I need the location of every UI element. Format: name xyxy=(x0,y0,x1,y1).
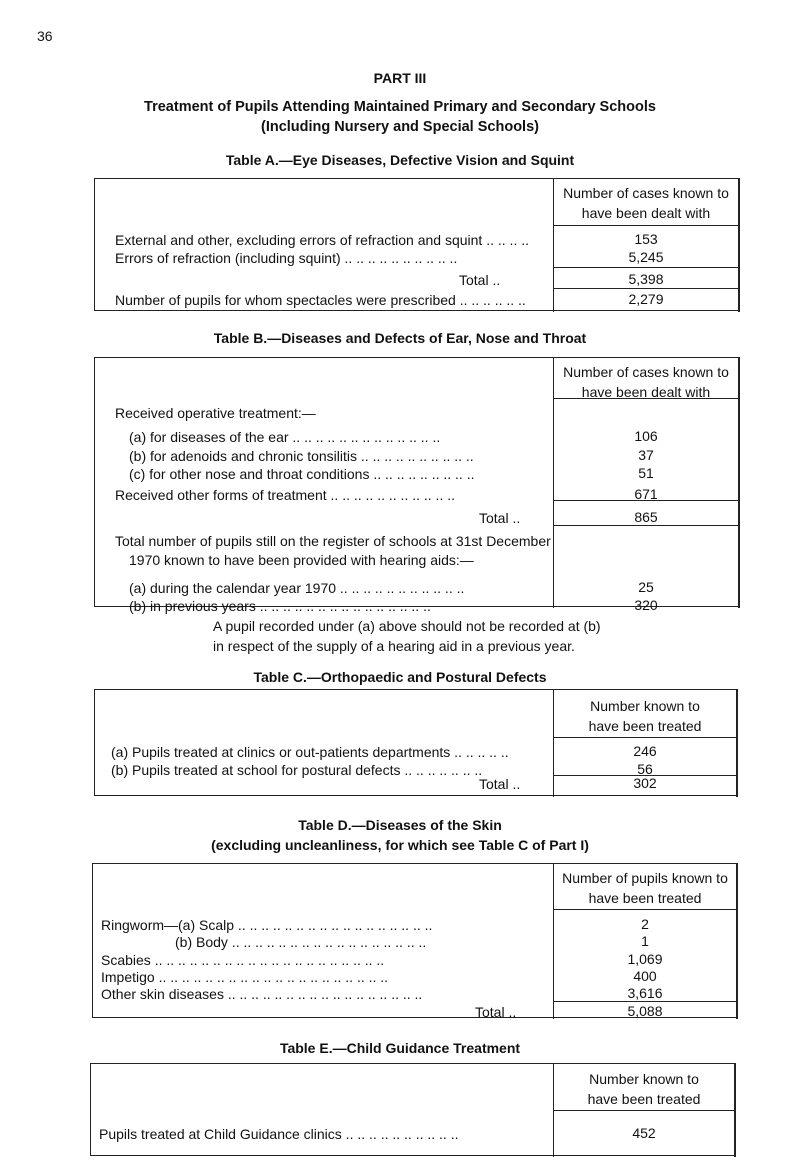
table-a-value-spectacles: 2,279 xyxy=(628,290,664,307)
table-b-value-ear: 106 xyxy=(634,427,658,444)
table-c-header-line1: Number known to xyxy=(590,697,700,714)
table-b-total-label: Total .. xyxy=(479,510,521,526)
table-a-label-external: External and other, excluding errors of refraction and squint .. .. .. .. xyxy=(115,232,529,248)
table-c-value-column xyxy=(553,689,738,797)
document-title-line1: Treatment of Pupils Attending Maintained Primary and Secondary Schools xyxy=(144,99,656,115)
table-d-total-value: 5,088 xyxy=(627,1002,663,1019)
table-b-note-line1: A pupil recorded under (a) above should not be recorded at (b) xyxy=(213,618,601,634)
table-c-label-postural: (b) Pupils treated at school for postural defects .. .. .. .. .. .. .. xyxy=(111,762,483,778)
table-b-group-operative: Received operative treatment:— xyxy=(115,405,316,421)
table-d-value-impetigo: 400 xyxy=(633,967,657,984)
table-a-header-line1: Number of cases known to xyxy=(563,184,729,201)
table-c-total-value: 302 xyxy=(633,774,657,791)
table-e-value-column xyxy=(553,1063,736,1157)
table-d-value-other: 3,616 xyxy=(627,984,663,1001)
table-a-value-refraction: 5,245 xyxy=(628,248,664,265)
table-d-label-scalp: Ringworm—(a) Scalp .. .. .. .. .. .. .. .. .. .. .. .. .. .. .. .. .. xyxy=(101,917,433,933)
table-d-label-other: Other skin diseases .. .. .. .. .. .. .. .. .. .. .. .. .. .. .. .. .. xyxy=(101,986,423,1002)
table-b-value-other: 671 xyxy=(634,485,658,502)
table-e-title: Table E.—Child Guidance Treatment xyxy=(279,1040,521,1056)
table-c-value-postural: 56 xyxy=(637,760,653,777)
table-c-total-label: Total .. xyxy=(479,776,521,792)
table-a-label-refraction: Errors of refraction (including squint) .. .. .. .. .. .. .. .. .. .. xyxy=(115,250,458,266)
table-e xyxy=(90,1063,735,1156)
table-b-value-hearing-1970: 25 xyxy=(638,578,654,595)
table-d-value-body: 1 xyxy=(641,932,649,949)
table-d-label-scabies: Scabies .. .. .. .. .. .. .. .. .. .. .. .. .. .. .. .. .. .. .. .. xyxy=(101,952,385,968)
table-b-group-hearing-line2: 1970 known to have been provided with hearing aids:— xyxy=(129,552,474,568)
table-e-label-child-guidance: Pupils treated at Child Guidance clinics .. .. .. .. .. .. .. .. .. .. xyxy=(99,1126,459,1142)
table-a-header-line2: have been dealt with xyxy=(581,204,711,221)
table-d-label-body: (b) Body .. .. .. .. .. .. .. .. .. .. .. .. .. .. .. .. .. xyxy=(175,934,427,950)
table-d-label-impetigo: Impetigo .. .. .. .. .. .. .. .. .. .. .. .. .. .. .. .. .. .. .. .. xyxy=(101,969,389,985)
table-d-value-scalp: 2 xyxy=(641,915,649,932)
table-d-title-line1: Table D.—Diseases of the Skin xyxy=(298,817,502,833)
table-e-header-line2: have been treated xyxy=(587,1090,701,1107)
table-b-total-value: 865 xyxy=(634,508,658,525)
table-b-label-other: Received other forms of treatment .. .. .. .. .. .. .. .. .. .. .. xyxy=(115,487,456,503)
table-c-header-line2: have been treated xyxy=(588,717,702,734)
page-number: 36 xyxy=(37,28,53,44)
table-a-value-external: 153 xyxy=(634,230,658,247)
table-e-value-child-guidance: 452 xyxy=(632,1124,656,1141)
table-b-label-hearing-1970: (a) during the calendar year 1970 .. .. .. .. .. .. .. .. .. .. .. xyxy=(129,580,465,596)
table-b-value-hearing-previous: 320 xyxy=(634,596,658,613)
table-a-total-label: Total .. xyxy=(459,272,501,288)
table-d-total-label: Total .. xyxy=(475,1004,517,1020)
table-d xyxy=(92,863,737,1018)
table-c xyxy=(94,689,737,796)
part-heading: PART III xyxy=(373,70,427,86)
table-a-label-spectacles: Number of pupils for whom spectacles were prescribed .. .. .. .. .. .. xyxy=(115,292,526,308)
table-e-header-line1: Number known to xyxy=(589,1070,699,1087)
table-a xyxy=(94,178,739,311)
table-b xyxy=(94,357,739,614)
table-b-label-adenoids: (b) for adenoids and chronic tonsilitis .. .. .. .. .. .. .. .. .. .. xyxy=(129,448,474,464)
table-b-header-line2: have been dealt with xyxy=(581,383,711,400)
table-b-value-adenoids: 37 xyxy=(638,446,654,463)
table-b-label-ear: (a) for diseases of the ear .. .. .. .. .. .. .. .. .. .. .. .. .. xyxy=(129,429,441,445)
table-a-title: Table A.—Eye Diseases, Defective Vision and Squint xyxy=(225,152,575,168)
table-c-title: Table C.—Orthopaedic and Postural Defects xyxy=(253,669,547,685)
table-c-label-clinics: (a) Pupils treated at clinics or out-patients departments .. .. .. .. .. xyxy=(111,744,509,760)
document-title-line2: (Including Nursery and Special Schools) xyxy=(261,119,539,135)
table-b-value-nose-throat: 51 xyxy=(638,464,654,481)
table-b-note-line2: in respect of the supply of a hearing aid in a previous year. xyxy=(213,638,575,654)
table-a-value-column xyxy=(553,178,740,312)
table-b-label-nose-throat: (c) for other nose and throat conditions .. .. .. .. .. .. .. .. .. xyxy=(129,466,475,482)
table-b-title: Table B.—Diseases and Defects of Ear, Nose and Throat xyxy=(213,330,587,346)
table-d-value-scabies: 1,069 xyxy=(627,950,663,967)
table-b-label-hearing-previous: (b) in previous years .. .. .. .. .. .. .. .. .. .. .. .. .. .. .. xyxy=(129,598,431,614)
table-a-total-value: 5,398 xyxy=(628,270,664,287)
table-b-header-line1: Number of cases known to xyxy=(563,363,729,380)
table-c-value-clinics: 246 xyxy=(633,742,657,759)
table-d-header-line1: Number of pupils known to xyxy=(562,869,728,886)
table-d-title-line2: (excluding uncleanliness, for which see Table C of Part I) xyxy=(211,837,589,853)
table-d-header-line2: have been treated xyxy=(588,889,702,906)
table-b-value-column xyxy=(553,357,740,613)
table-b-group-hearing-line1: Total number of pupils still on the register of schools at 31st December xyxy=(115,533,551,549)
table-d-value-column xyxy=(553,863,738,1019)
